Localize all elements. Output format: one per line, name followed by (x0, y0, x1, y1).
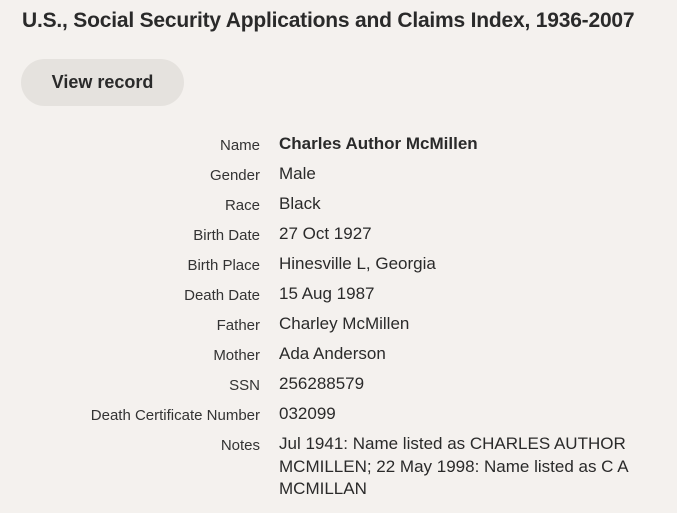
field-label: Father (216, 317, 260, 334)
field-label: SSN (229, 377, 260, 394)
record-row-birth-place (0, 253, 677, 276)
field-value: Charley McMillen (279, 314, 410, 333)
view-record-button[interactable]: View record (21, 59, 184, 106)
field-label: Race (224, 197, 260, 214)
field-label: Birth Place (187, 257, 260, 274)
field-label: Notes (220, 437, 260, 454)
page-title: U.S., Social Security Applications and Claims Index, 1936-2007 (22, 9, 635, 32)
record-row-birth-date (0, 223, 677, 246)
record-row-death-date (0, 283, 677, 306)
field-value: 15 Aug 1987 (279, 284, 375, 303)
record-row-death-certificate-number (0, 403, 677, 426)
field-label: Gender (209, 167, 260, 184)
field-value: Hinesville L, Georgia (279, 254, 436, 273)
field-label: Name (219, 137, 260, 154)
field-value: 032099 (279, 404, 336, 423)
record-row-mother (0, 343, 677, 366)
field-value: Ada Anderson (279, 344, 386, 363)
record-row-gender (0, 163, 677, 186)
record-row-race (0, 193, 677, 216)
field-value: Black (279, 194, 321, 213)
field-value: 256288579 (279, 374, 365, 393)
field-value: Charles Author McMillen (279, 134, 478, 153)
record-row-ssn (0, 373, 677, 396)
field-label: Death Date (184, 287, 260, 304)
record-row-father (0, 313, 677, 336)
field-label: Mother (213, 347, 260, 364)
field-label: Birth Date (193, 227, 260, 244)
field-value: 27 Oct 1927 (279, 224, 372, 243)
field-value: Male (279, 164, 316, 183)
field-value: Jul 1941: Name listed as CHARLES AUTHOR MCMILLEN; 22 May 1998: Name listed as C A MCMILLAN (279, 434, 628, 498)
record-row-notes (0, 433, 677, 501)
record-row-name (0, 133, 677, 156)
field-label: Death Certificate Number (90, 407, 260, 424)
record-details (0, 133, 677, 508)
